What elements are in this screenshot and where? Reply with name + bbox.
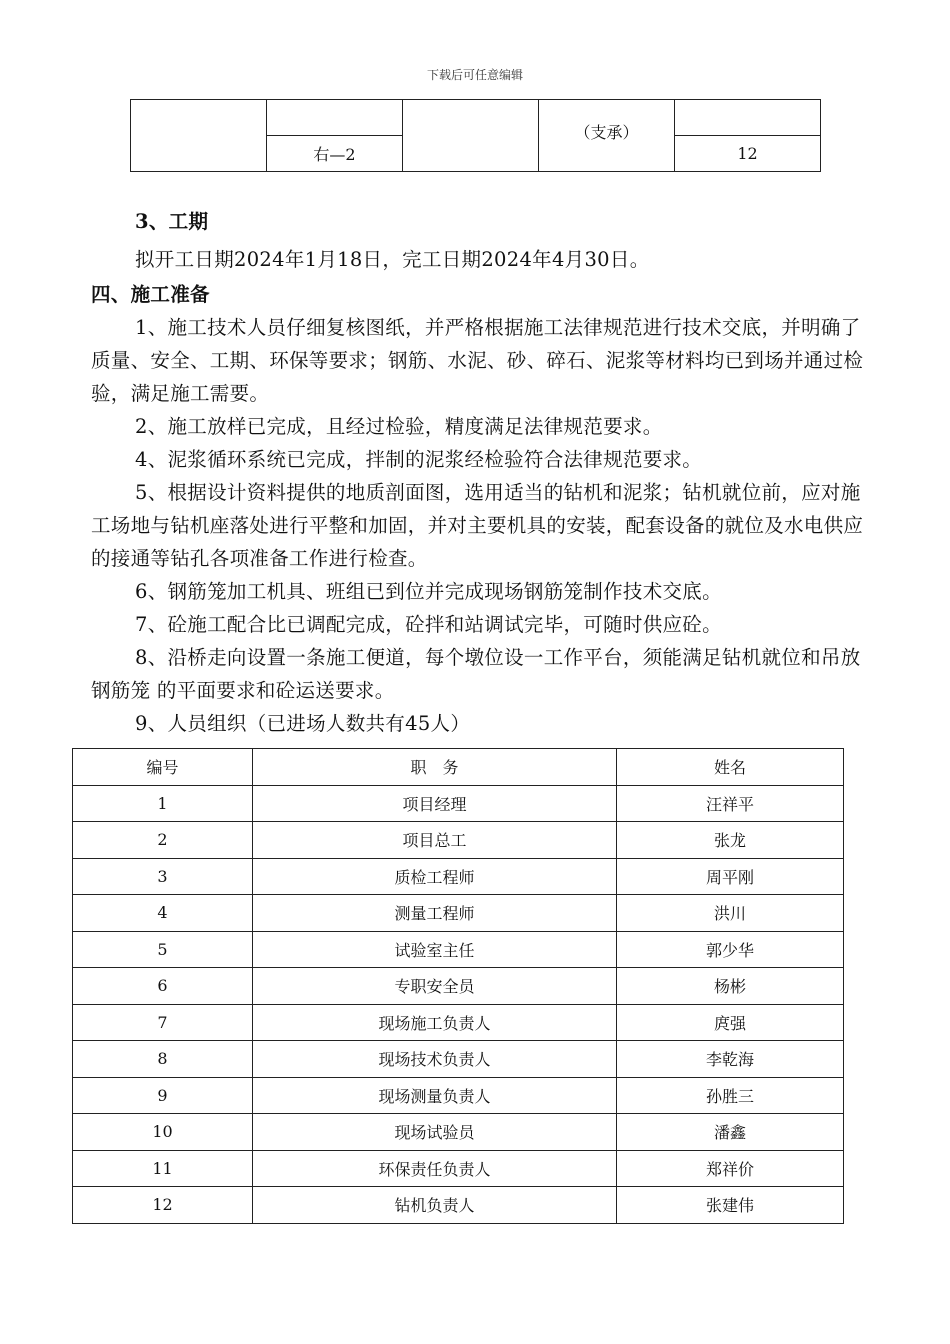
section3-heading: 3、工期 (135, 210, 209, 233)
table-row (73, 1187, 844, 1224)
staff-number: 3 (73, 858, 253, 895)
table-cell-12: 12 (675, 136, 821, 172)
staff-role: 现场技术负责人 (253, 1041, 617, 1078)
staff-role: 现场施工负责人 (253, 1004, 617, 1041)
staff-name: 李乾海 (617, 1041, 844, 1078)
table-cell (131, 100, 267, 172)
staff-name: 周平刚 (617, 858, 844, 895)
staff-role: 现场测量负责人 (253, 1077, 617, 1114)
staff-name: 洪川 (617, 895, 844, 932)
table-cell (403, 100, 539, 172)
staff-role: 试验室主任 (253, 931, 617, 968)
column-header: 职 务 (253, 749, 617, 786)
staff-name: 张龙 (617, 822, 844, 859)
staff-role: 现场试验员 (253, 1114, 617, 1151)
table-row (73, 1077, 844, 1114)
staff-number: 6 (73, 968, 253, 1005)
table-cell (675, 100, 821, 136)
section4-body (91, 311, 866, 740)
staff-name: 杨彬 (617, 968, 844, 1005)
prep-item-8: 8、沿桥走向设置一条施工便道，每个墩位设一工作平台，须能满足钻机就位和吊放钢筋笼 的平面要求和砼运送要求。 (91, 646, 861, 702)
table-cell-support: （支承） (539, 100, 675, 172)
staff-number: 11 (73, 1150, 253, 1187)
table-row (73, 968, 844, 1005)
prep-item-1: 1、施工技术人员仔细复核图纸，并严格根据施工法律规范进行技术交底，并明确了质量、安全、工期、环保等要求；钢筋、水泥、砂、碎石、泥浆等材料均已到场并通过检验，满足施工需要。 (91, 316, 864, 405)
page-header-note: 下载后可任意编辑 (426, 68, 523, 82)
staff-name: 孙胜三 (617, 1077, 844, 1114)
table-header-row (73, 749, 844, 786)
staff-number: 9 (73, 1077, 253, 1114)
staff-number: 1 (73, 785, 253, 822)
staff-table (72, 748, 844, 1224)
table-row (73, 1041, 844, 1078)
table-row (73, 1004, 844, 1041)
continuation-table (130, 99, 821, 172)
table-row (73, 895, 844, 932)
table-row (73, 785, 844, 822)
prep-item-9: 9、人员组织（已进场人数共有45人） (135, 712, 471, 735)
staff-number: 8 (73, 1041, 253, 1078)
staff-number: 12 (73, 1187, 253, 1224)
staff-number: 7 (73, 1004, 253, 1041)
staff-number: 5 (73, 931, 253, 968)
table-row (73, 1150, 844, 1187)
table-row (73, 858, 844, 895)
staff-role: 测量工程师 (253, 895, 617, 932)
section3-text: 拟开工日期2024年1月18日，完工日期2024年4月30日。 (135, 248, 650, 271)
staff-name: 潘鑫 (617, 1114, 844, 1151)
staff-role: 项目经理 (253, 785, 617, 822)
staff-number: 10 (73, 1114, 253, 1151)
staff-name: 张建伟 (617, 1187, 844, 1224)
staff-role: 钻机负责人 (253, 1187, 617, 1224)
staff-role: 环保责任负责人 (253, 1150, 617, 1187)
prep-item-2: 2、施工放样已完成，且经过检验，精度满足法律规范要求。 (135, 415, 663, 438)
staff-role: 项目总工 (253, 822, 617, 859)
staff-name: 汪祥平 (617, 785, 844, 822)
prep-item-4: 4、泥浆循环系统已完成，拌制的泥浆经检验符合法律规范要求。 (135, 448, 703, 471)
staff-role: 质检工程师 (253, 858, 617, 895)
staff-name: 郑祥价 (617, 1150, 844, 1187)
staff-number: 2 (73, 822, 253, 859)
staff-name: 庹强 (617, 1004, 844, 1041)
column-header: 编号 (73, 749, 253, 786)
prep-item-7: 7、砼施工配合比已调配完成，砼拌和站调试完毕，可随时供应砼。 (135, 613, 722, 636)
table-row (73, 1114, 844, 1151)
staff-number: 4 (73, 895, 253, 932)
table-cell-right2: 右—2 (267, 136, 403, 172)
table-cell (267, 100, 403, 136)
section4-heading: 四、施工准备 (91, 283, 210, 306)
table-row (73, 931, 844, 968)
table-row (73, 822, 844, 859)
prep-item-6: 6、钢筋笼加工机具、班组已到位并完成现场钢筋笼制作技术交底。 (135, 580, 722, 603)
staff-role: 专职安全员 (253, 968, 617, 1005)
column-header: 姓名 (617, 749, 844, 786)
staff-name: 郭少华 (617, 931, 844, 968)
prep-item-5: 5、根据设计资料提供的地质剖面图，选用适当的钻机和泥浆；钻机就位前，应对施工场地与钻机座落处进行平整和加固，并对主要机具的安装，配套设备的就位及水电供应的接通等钻孔各项准备工作进行检查。 (91, 481, 864, 570)
